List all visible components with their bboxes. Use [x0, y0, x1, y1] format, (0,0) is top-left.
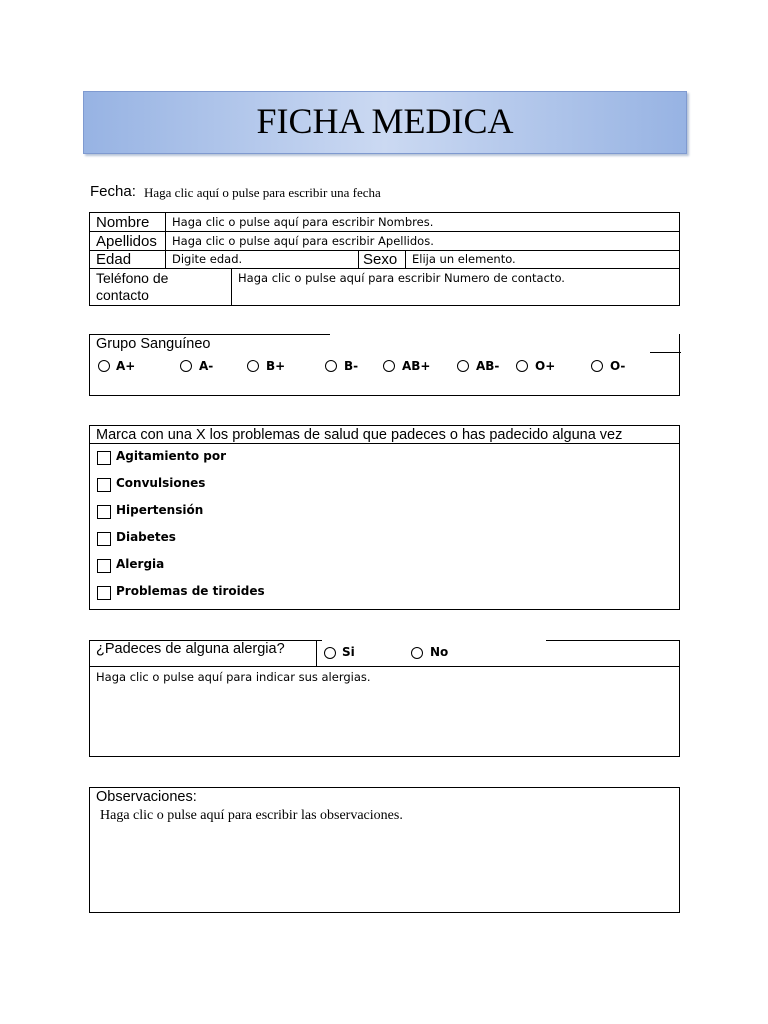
- blood-ab-pos-radio[interactable]: [383, 360, 395, 372]
- blood-o-pos-radio[interactable]: [516, 360, 528, 372]
- telefono-field[interactable]: Haga clic o pulse aquí para escribir Numero de contacto.: [238, 271, 565, 285]
- blood-group-section: [89, 334, 680, 396]
- health-checkbox[interactable]: [97, 559, 111, 573]
- health-checkbox[interactable]: [97, 505, 111, 519]
- blood-option-label: A-: [199, 359, 214, 373]
- health-problems-section: [89, 425, 680, 610]
- blood-option-label: B-: [344, 359, 359, 373]
- apellidos-field[interactable]: Haga clic o pulse aquí para escribir Apellidos.: [172, 234, 434, 248]
- page-title: FICHA MEDICA: [256, 101, 514, 141]
- blood-group-label: Grupo Sanguíneo: [96, 336, 211, 352]
- nombre-label: Nombre: [96, 214, 150, 231]
- health-item-label: Diabetes: [116, 530, 176, 544]
- blood-b-neg-radio[interactable]: [325, 360, 337, 372]
- observations-section: [89, 787, 680, 913]
- health-item-label: Agitamiento por: [116, 449, 227, 463]
- blood-a-neg-radio[interactable]: [180, 360, 192, 372]
- fecha-field[interactable]: Haga clic aquí o pulse para escribir una fecha: [144, 185, 381, 200]
- sexo-select[interactable]: Elija un elemento.: [412, 252, 516, 266]
- allergy-yes-radio[interactable]: [324, 647, 336, 659]
- health-checkbox[interactable]: [97, 532, 111, 546]
- apellidos-label: Apellidos: [96, 233, 157, 250]
- personal-data-table: [89, 212, 680, 306]
- blood-option-label: O-: [610, 359, 626, 373]
- allergy-yes-label: Si: [342, 645, 355, 659]
- health-checkbox[interactable]: [97, 586, 111, 600]
- allergy-question: ¿Padeces de alguna alergia?: [96, 641, 285, 657]
- blood-option-label: AB-: [476, 359, 500, 373]
- blood-option-label: AB+: [402, 359, 431, 373]
- blood-option-label: B+: [266, 359, 286, 373]
- allergy-no-radio[interactable]: [411, 647, 423, 659]
- edad-label: Edad: [96, 251, 132, 268]
- blood-b-pos-radio[interactable]: [247, 360, 259, 372]
- nombre-field[interactable]: Haga clic o pulse aquí para escribir Nombres.: [172, 215, 434, 229]
- health-item-label: Alergia: [116, 557, 165, 571]
- allergy-section: [89, 640, 680, 757]
- fecha-label: Fecha:: [90, 183, 136, 200]
- health-checkbox[interactable]: [97, 478, 111, 492]
- blood-option-label: A+: [116, 359, 136, 373]
- title-banner: [83, 91, 687, 154]
- health-checkbox[interactable]: [97, 451, 111, 465]
- observations-label: Observaciones:: [96, 789, 197, 805]
- blood-o-neg-radio[interactable]: [591, 360, 603, 372]
- telefono-label: Teléfono de contacto: [96, 270, 169, 303]
- blood-option-label: O+: [535, 359, 556, 373]
- blood-a-pos-radio[interactable]: [98, 360, 110, 372]
- allergy-no-label: No: [430, 645, 449, 659]
- health-problems-label: Marca con una X los problemas de salud que padeces o has padecido alguna vez: [96, 427, 623, 443]
- blood-ab-neg-radio[interactable]: [457, 360, 469, 372]
- edad-field[interactable]: Digite edad.: [172, 252, 243, 266]
- sexo-label: Sexo: [363, 251, 398, 268]
- health-item-label: Hipertensión: [116, 503, 204, 517]
- health-item-label: Convulsiones: [116, 476, 206, 490]
- allergy-details-field[interactable]: Haga clic o pulse aquí para indicar sus alergias.: [96, 670, 371, 684]
- health-item-label: Problemas de tiroides: [116, 584, 265, 598]
- observations-field[interactable]: Haga clic o pulse aquí para escribir las observaciones.: [100, 808, 403, 823]
